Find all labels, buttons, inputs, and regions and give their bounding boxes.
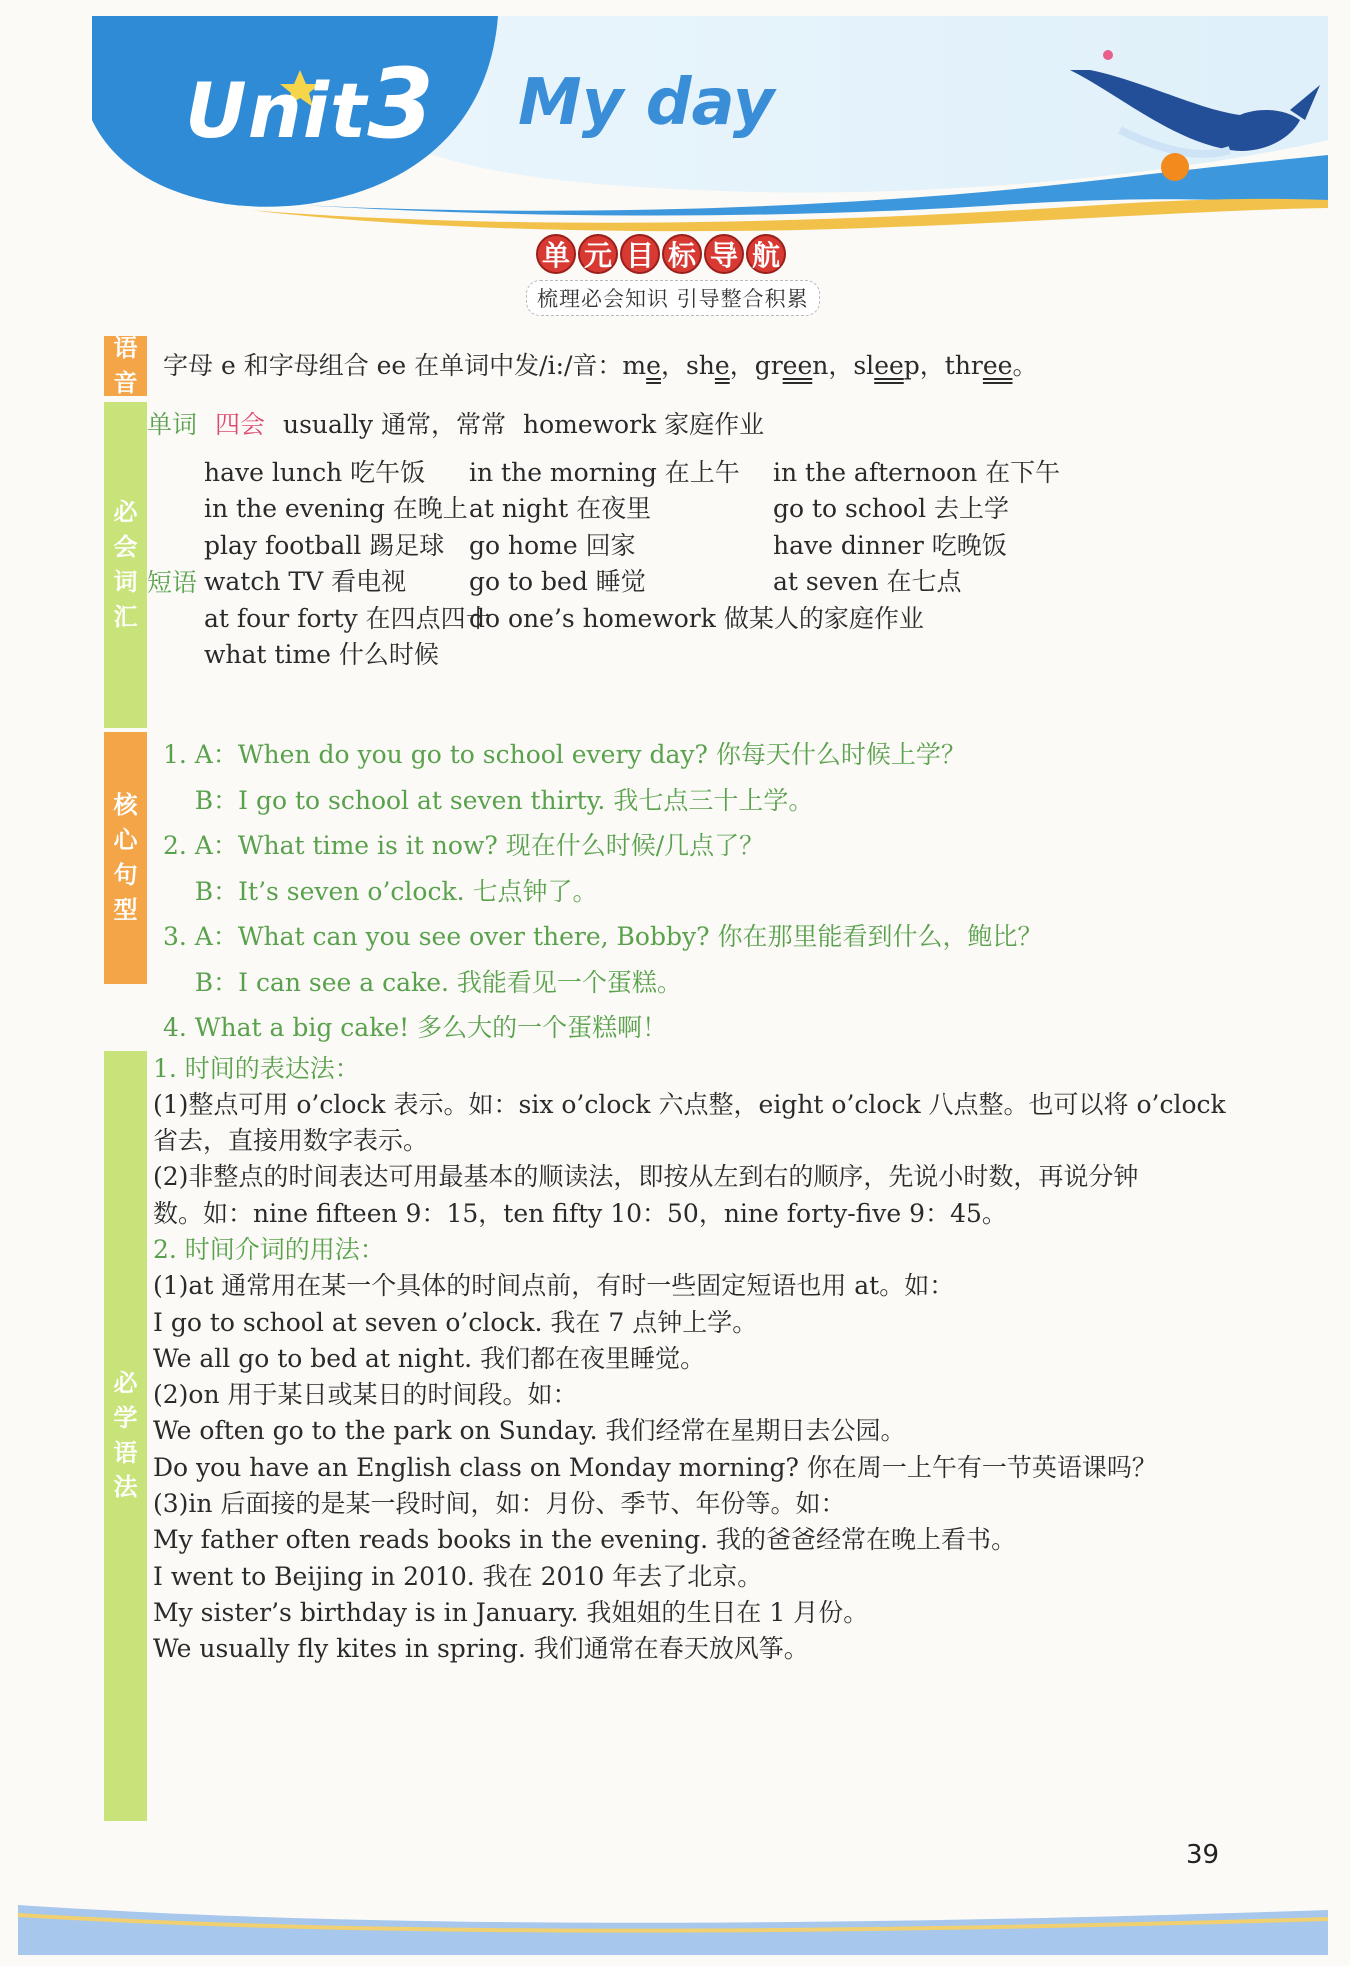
sentence-line: B：I go to school at seven thirty. 我七点三十上学。 xyxy=(163,785,814,815)
phonics-side-label xyxy=(104,336,147,396)
underlined-letters: e xyxy=(646,351,661,380)
side-char: 必 xyxy=(113,498,138,527)
phrase-item: watch TV 看电视 xyxy=(204,567,407,597)
grammar-body xyxy=(147,1051,1264,1821)
nav-title-char: 元 xyxy=(578,234,618,274)
vocab-section xyxy=(104,402,1264,728)
unit-title: Unit3 xyxy=(185,48,435,160)
nav-title-char: 导 xyxy=(704,234,744,274)
grammar-section xyxy=(104,1051,1264,1821)
phrase-item: have lunch 吃午饭 xyxy=(204,458,426,487)
side-char: 会 xyxy=(113,533,138,562)
sentence-line: 1. A：When do you go to school every day? 你每天什么时候上学？ xyxy=(163,740,966,769)
sentence-line: B：It’s seven o’clock. 七点钟了。 xyxy=(163,876,598,906)
underlined-letters: ee xyxy=(982,351,1013,380)
vocab-word: homework 家庭作业 xyxy=(523,410,765,439)
text-segment: ，sh xyxy=(660,351,715,380)
page-number: 39 xyxy=(1186,1840,1220,1870)
phrase-item: at night 在夜里 xyxy=(469,494,652,524)
text-segment: ，gr xyxy=(729,351,783,380)
side-char: 词 xyxy=(113,568,138,596)
section-nav-badge xyxy=(518,230,838,310)
grammar-line: (1)at 通常用在某一个具体的时间点前，有时一些固定短语也用 at。如： xyxy=(153,1271,955,1301)
phrase-item: in the morning 在上午 xyxy=(469,458,740,487)
grammar-heading: 2. 时间介词的用法： xyxy=(153,1234,385,1264)
grammar-line: We usually fly kites in spring. 我们通常在春天放风筝。 xyxy=(153,1634,809,1664)
text-segment: 字母 e 和字母组合 ee 在单词中发/i:/音：m xyxy=(163,351,647,380)
underlined-letters: ee xyxy=(874,351,904,380)
sentences-section xyxy=(104,732,1264,1051)
grammar-line: My father often reads books in the evening. 我的爸爸经常在晚上看书。 xyxy=(153,1525,1017,1555)
words-level-label: 四会 xyxy=(215,410,266,439)
vocab-words-row xyxy=(147,402,1264,450)
phrase-item: go to bed 睡觉 xyxy=(469,567,646,597)
vocab-side-label xyxy=(104,402,147,728)
grammar-line: 数。如：nine fifteen 9：15，ten fifty 10：50，nine forty-five 9：45。 xyxy=(153,1198,1007,1228)
side-char: 汇 xyxy=(113,602,138,631)
sentence-line: B：I can see a cake. 我能看见一个蛋糕。 xyxy=(163,967,682,997)
grammar-line: My sister’s birthday is in January. 我姐姐的生日在 1 月份。 xyxy=(153,1597,869,1627)
grammar-line: I went to Beijing in 2010. 我在 2010 年去了北京。 xyxy=(153,1561,763,1591)
bottom-decoration xyxy=(18,1885,1328,1955)
phrase-item: go home 回家 xyxy=(469,530,636,560)
phrase-item: go to school 去上学 xyxy=(773,494,1010,524)
phrase-item: at four forty 在四点四十 xyxy=(204,603,491,633)
sentence-line: 4. What a big cake! 多么大的一个蛋糕啊！ xyxy=(163,1013,668,1042)
phrase-item: what time 什么时候 xyxy=(204,640,439,669)
side-char: 型 xyxy=(113,895,138,924)
content-area xyxy=(104,336,1264,1821)
grammar-line: (3)in 后面接的是某一段时间，如：月份、季节、年份等。如： xyxy=(153,1489,846,1519)
grammar-line: Do you have an English class on Monday morning? 你在周一上午有一节英语课吗？ xyxy=(153,1452,1157,1482)
grammar-side-label xyxy=(104,1051,147,1821)
nav-title-char: 航 xyxy=(746,234,786,274)
phrases-grid xyxy=(147,450,1264,722)
text-segment: n，sl xyxy=(812,351,875,380)
phrase-item: do one’s homework 做某人的家庭作业 xyxy=(469,603,924,633)
side-char: 心 xyxy=(113,826,138,855)
side-char: 必 xyxy=(113,1368,138,1397)
side-char: 法 xyxy=(113,1473,138,1502)
underlined-letters: ee xyxy=(782,351,813,380)
side-char: 语 xyxy=(113,1438,138,1467)
sentences-side-label xyxy=(104,732,147,984)
nav-title-char: 标 xyxy=(662,234,702,274)
star-dot-icon xyxy=(1103,50,1113,60)
phonics-section xyxy=(104,336,1264,396)
text-segment: p，thr xyxy=(903,351,983,380)
phrases-label: 短语 xyxy=(147,568,198,597)
grammar-line: (2)非整点的时间表达可用最基本的顺读法，即按从左到右的顺序，先说小时数，再说分钟 xyxy=(153,1162,1139,1192)
side-char: 音 xyxy=(113,369,138,397)
sentence-line: 3. A：What can you see over there, Bobby? 你在那里能看到什么，鲍比？ xyxy=(163,922,1043,951)
phrase-item: play football 踢足球 xyxy=(204,530,445,560)
page-header xyxy=(0,0,1350,240)
nav-title-char: 单 xyxy=(536,234,576,274)
grammar-line: (1)整点可用 o’clock 表示。如：six o’clock 六点整，eight o’clock 八点整。也可以将 o’clock xyxy=(153,1089,1226,1119)
grammar-line: I go to school at seven o’clock. 我在 7 点钟上学。 xyxy=(153,1307,758,1337)
side-char: 句 xyxy=(113,861,138,889)
phrase-item: have dinner 吃晚饭 xyxy=(773,530,1007,560)
vocab-word: usually 通常，常常 xyxy=(283,410,506,439)
words-label: 单词 xyxy=(147,410,198,439)
planet-icon xyxy=(1161,153,1189,181)
side-char: 学 xyxy=(113,1403,138,1432)
nav-title xyxy=(536,234,786,274)
underlined-letters: e xyxy=(714,351,730,380)
phonics-line xyxy=(163,343,1264,389)
phrase-item: at seven 在七点 xyxy=(773,567,962,597)
unit-subtitle: My day xyxy=(518,66,775,140)
phrase-item: in the afternoon 在下午 xyxy=(773,458,1061,487)
nav-title-char: 目 xyxy=(620,234,660,274)
side-char: 核 xyxy=(113,791,138,820)
nav-subtitle: 梳理必会知识 引导整合积累 xyxy=(526,280,820,316)
side-char: 语 xyxy=(113,334,138,363)
phrase-item: in the evening 在晚上 xyxy=(204,494,468,524)
grammar-line: We often go to the park on Sunday. 我们经常在星期日去公园。 xyxy=(153,1416,906,1446)
grammar-heading: 1. 时间的表达法： xyxy=(153,1053,360,1083)
sentence-line: 2. A：What time is it now? 现在什么时候/几点了？ xyxy=(163,831,765,860)
grammar-line: (2)on 用于某日或某日的时间段。如： xyxy=(153,1380,578,1410)
text-segment: 。 xyxy=(1012,351,1038,380)
grammar-line: We all go to bed at night. 我们都在夜里睡觉。 xyxy=(153,1343,706,1373)
grammar-line: 省去，直接用数字表示。 xyxy=(153,1126,429,1156)
